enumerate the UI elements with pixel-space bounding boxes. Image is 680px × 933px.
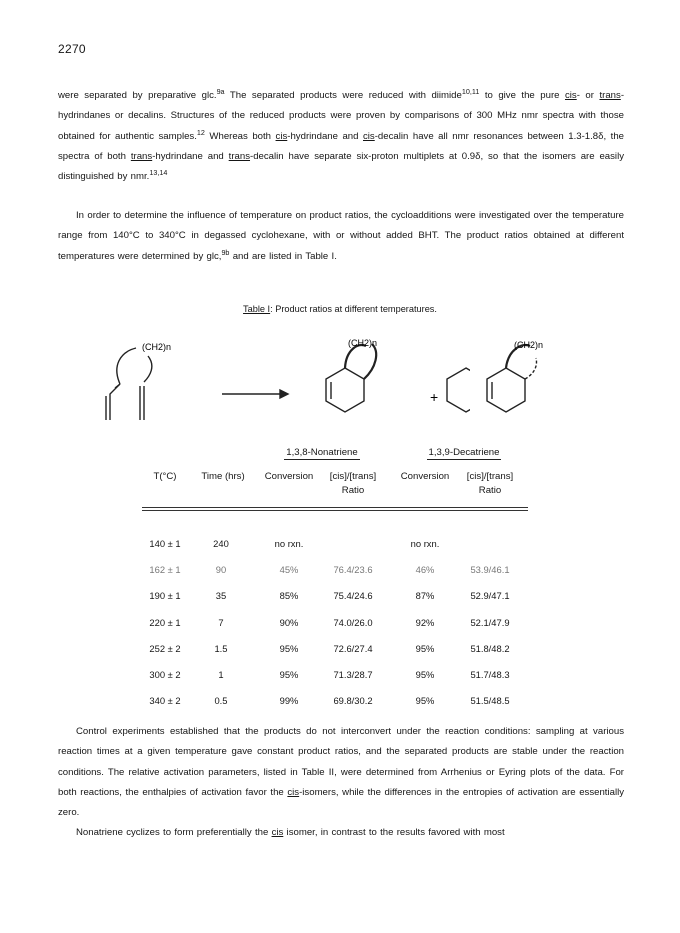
table-cell-c2: 87% (415, 590, 435, 602)
table-cell-time: 240 (213, 538, 229, 549)
table-cell-r2: 51.5/48.5 (470, 695, 510, 707)
table-cell-c1: 45% (279, 564, 299, 576)
col-header-ratio-2: [cis]/[trans] Ratio (466, 471, 514, 496)
table-cell-r1: 69.8/30.2 (333, 695, 373, 707)
paragraph-2: In order to determine the influence of temperature on product ratios, the cycloadditions were investigated over the temperature range from 140°C to 340°C in degassed cyclohexane, with or without added BHT. The product ratios obtained at different temperatures were determined by glc,$^{9b}$ and are listed in Table I. (58, 210, 624, 262)
table-cell-time: 7 (218, 616, 224, 628)
table-cell-c1: 95% (279, 642, 299, 654)
col-header-time: Time (hrs) (201, 471, 245, 482)
table-cell-c2: 95% (415, 695, 435, 707)
col-header-conversion-1: Conversion (264, 471, 314, 482)
table-cell-time: 90 (215, 564, 227, 576)
col-header-conversion-2: Conversion (400, 471, 450, 482)
table-cell-t: 190 ± 1 (149, 590, 181, 602)
table-cell-r2: 51.8/48.2 (470, 642, 510, 654)
table-cell-r2: 53.9/46.1 (470, 564, 510, 576)
paragraph-3: Control experiments established that the products do not interconvert under the reaction conditions: sampling at various reaction times at a given temperature gave constant product ratios, and the separated products are stable under the reaction conditions. The relative activation parameters, listed in Table II, were determined from Arrhenius or Eyring plots of the data. For both reactions, the enthalpies of activation favor the cis-isomers, while the differences in the entropies of activation are essentially zero. (58, 726, 624, 819)
page-number: 2270 (58, 42, 86, 56)
table-cell-time: 35 (215, 590, 227, 602)
table-cell-c1: 99% (279, 695, 299, 707)
reaction-arrow (222, 390, 288, 398)
table-cell-time: 0.5 (214, 695, 228, 707)
table-cell-r2: 51.7/48.3 (470, 669, 510, 680)
table-cell-t: 340 ± 2 (149, 695, 181, 707)
table-cell-r1: 76.4/23.6 (333, 564, 373, 576)
table-cell-c1: 95% (279, 669, 299, 680)
table-cell-t: 252 ± 2 (149, 642, 181, 654)
group-header-nonatriene: 1,3,8-Nonatriene (286, 447, 358, 458)
table-cell-t: 300 ± 2 (149, 669, 181, 680)
col-header-ratio-1: [cis]/[trans] Ratio (329, 471, 377, 496)
table-cell-r2: 52.9/47.1 (470, 590, 510, 602)
svg-text:(CH2)n: (CH2)n (514, 340, 544, 350)
table-rule-bottom (142, 510, 528, 511)
table-cell-c2: 92% (415, 616, 435, 628)
table-cell-r1: 72.6/27.4 (333, 642, 373, 654)
table-cell-c2: 95% (415, 669, 435, 680)
table-cell-t: 162 ± 1 (149, 564, 181, 576)
bicyclic-product-structure (326, 344, 376, 412)
table-cell-c2: 95% (415, 642, 435, 654)
table-cell-c1: no rxn. (274, 538, 304, 549)
product-label: (CH2)n (348, 338, 378, 348)
table-caption: Table I: Product ratios at different temperatures. (243, 304, 437, 314)
paragraph-1: were separated by preparative glc.$^{9a}$ The separated products were reduced with diimide$^{10,11}$ to give the pure cis- or trans-hydrindanes or decalins. Structures of the reduced products were proven by comparisons of 300 MHz nmr spectra with those obtained for authentic samples.$^{12}$ Whereas both cis-hydrindane and cis-decalin have all nmr resonances between 1.3-1.8δ, the spectra of both trans-hydrindane and trans-decalin have separate six-proton multiplets at 0.9δ, so that the isomers are easily distinguished by nmr.$^{13,14}$ (58, 86, 625, 183)
trans-product-structure (470, 328, 560, 428)
triene-structure (106, 348, 152, 420)
table-cell-r1: 75.4/24.6 (333, 590, 373, 602)
table-cell-r2: 52.1/47.9 (470, 616, 510, 628)
table-rule-top (142, 507, 528, 508)
table-cell-c2: 46% (415, 564, 435, 576)
col-header-temperature: T(°C) (153, 471, 177, 482)
reaction-scheme (90, 328, 470, 428)
table-cell-r1: 74.0/26.0 (333, 616, 373, 628)
table-cell-r1: 71.3/28.7 (333, 669, 373, 680)
table-cell-time: 1 (218, 669, 224, 680)
reactant-label: (CH2)n (142, 342, 172, 352)
second-product-structure (447, 368, 470, 412)
group-header-decatriene: 1,3,9-Decatriene (428, 447, 500, 458)
table-cell-c2: no rxn. (410, 538, 440, 549)
plus-sign: + (430, 389, 439, 405)
table-cell-c1: 85% (279, 590, 299, 602)
table-cell-c1: 90% (279, 616, 299, 628)
paragraph-4: Nonatriene cyclizes to form preferentially the cis isomer, in contrast to the results favored with most (76, 827, 505, 838)
table-cell-time: 1.5 (214, 642, 228, 654)
table-cell-t: 140 ± 1 (149, 538, 181, 549)
table-cell-t: 220 ± 1 (149, 616, 181, 628)
